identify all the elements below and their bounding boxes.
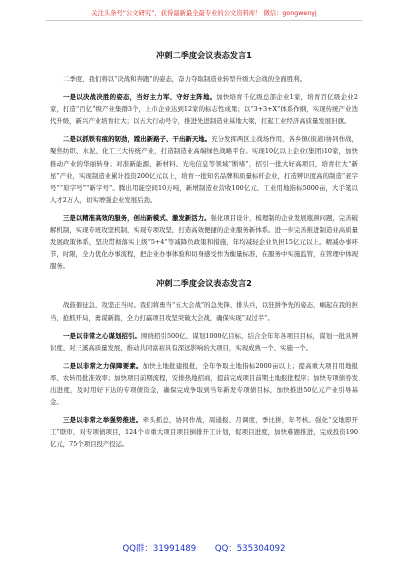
- header-divider: [46, 20, 362, 21]
- paragraph-intro-1: [50, 73, 358, 85]
- paragraph-text: 二季度，我们将以“决战和奔跑”的姿态，奋力夺取制造业转型升级大会战的全面胜利。: [63, 75, 306, 83]
- paragraph-intro-2: [50, 299, 358, 323]
- paragraph-lead: 二是以非常之力保障要素。: [63, 361, 143, 370]
- paragraph-lead: 三是以非常之举强势推进。: [63, 416, 143, 425]
- paragraph-point-5: [50, 360, 358, 408]
- paragraph-point-2: [50, 133, 358, 206]
- section-title-1: 冲刺二季度会议表态发言1: [156, 50, 252, 60]
- paragraph-text: 加快土地批建报批，全年争取土地指标2000亩以上；提高重大项目用地报率、农转用批准效率；加快项目前期流程，安排热地招商，提前完成项目前期土地报批程序；加快专项债券发出进度，及时用好下达的专项债资金，确保完成争取到当年新发专项债目标，加快推进50亿元产业引导基金。: [50, 361, 358, 407]
- paragraph-text: 牵头抓总，协同作战，周通报、月调度，季比拼，年考核。强化“交地即开工”联审，对专项债项目，124个市重大项目项目倒排开工计划，促项目进度，加快难题推进，完成投资190亿元，75个项目投产投运。: [50, 416, 359, 449]
- document-body: [50, 50, 358, 456]
- paragraph-lead: 三是以精准高效的服务，创出新模式、激发新活力。: [63, 213, 211, 222]
- paragraph-text: 围绕招引500亿、谋划1000亿目标，结合全年年各项目目标，谋划一批具辨识度、对三溪高质量发展、推动共同富裕具有深远影响的大项目，实现成熟一个、实施一个。: [50, 331, 358, 352]
- paragraph-point-3: [50, 212, 358, 272]
- footer-qq: QQ：535304092: [214, 544, 286, 554]
- paragraph-text: 充分发挥两区主战场作用，各乡镇(街道)协同作战，聚焦纺织、水泥、化工三大传统产业，打造制造业高端绿色战略平台。实现10亿以上企业(集团)10家，加快推动产业的华丽转身；对准新能源、新材料、光电信息等领域“断堵”，招引一批大好高项目，培育壮大“新星”产业，实现制造业累计投资200亿元以上，培育一批知名品牌和质量标杆企业，打造辨识度高的制造“老字号”“原字号”“新字号”。腾出用能空间10万吨，新增制造业营收100亿元、工业用地指标5000亩，大手笔以人才2万人，切实增强企业发展后劲。: [50, 135, 358, 204]
- footer-qq-group: QQ群：31991489: [122, 544, 197, 554]
- paragraph-point-6: [50, 414, 358, 450]
- footer-contact: [0, 542, 408, 554]
- paragraph-point-1: [50, 91, 358, 127]
- section-title-2: 冲刺二季度会议表态发言2: [156, 278, 252, 289]
- paragraph-lead: 一是以非常之心谋划招引。: [63, 331, 141, 340]
- paragraph-lead: 二是以抓铁有痕的韧劲，蹚出新路子、干出新天地。: [63, 135, 212, 144]
- paragraph-lead: 一是以决战决胜的姿态，当好主力军、守好主阵地。: [63, 93, 217, 102]
- paragraph-text: 强化项目设计，梳理制的企业发展瓶颈问题，完善破解机制，实现专班攻坚机制，实现专项攻坚，打造高效便捷的企业服务新体系。进一步完善推进制造业高质量发展政策体系，坚决贯彻落实上级“5+4”等减降负政策和措施，年均减轻企业负担15亿元以上。精减办事环节，时限，全力优化办事流程，把企业办事体验和切身感受作为衡量标准，在服务中实施监管，在管理中体现服务。: [50, 213, 359, 271]
- paragraph-text: 战鼓催征急，攻坚正当时。我们将勇当“五大会战”的急先锋、排头兵，以狂拼争先的姿态，崛起在我的担当，抢抓开局，勇谋新篇，全力打赢项目攻坚突破大会战，确保实现“双过半”。: [50, 301, 358, 322]
- paragraph-point-4: [50, 330, 358, 354]
- paragraph-text: 加快培育千亿级总部企业1家，培育百亿级企业2家，打造“百亿”级产业集群3个，上市企业达到12家的标志性成果；以“3+3+X”体系作纲，实现传统产业迭代升级，新兴产业培育壮大；以五大行动号令，推进先进制造业基地大梁，扛起工业经济高质量发展旧旗。: [50, 93, 358, 126]
- header-note: 关注头条号“公文研究”，获得最新最全最专业的公文资料库！ 微信：gongwenyj: [91, 10, 317, 17]
